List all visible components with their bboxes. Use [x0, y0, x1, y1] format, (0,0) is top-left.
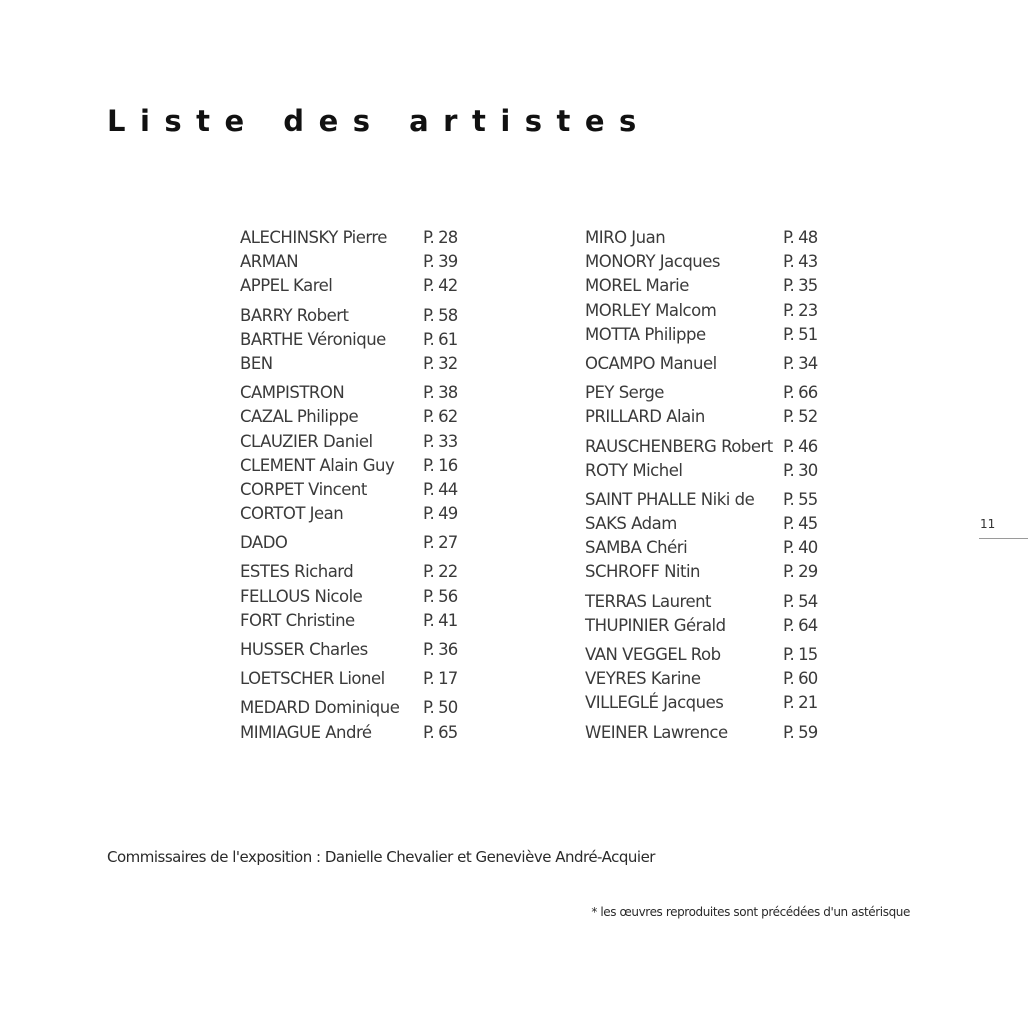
letter-group — [240, 638, 480, 662]
artist-name: CORPET Vincent — [240, 479, 367, 499]
artist-entry — [240, 381, 480, 405]
artist-name: WEINER Lawrence — [585, 722, 728, 742]
artist-entry — [240, 531, 480, 555]
artist-entry — [240, 585, 480, 609]
letter-group — [240, 304, 480, 377]
letter-group — [585, 226, 845, 347]
artist-page-reference: P. 27 — [423, 533, 458, 553]
artist-name: CAMPISTRON — [240, 383, 345, 403]
artist-page-reference: P. 30 — [783, 460, 818, 480]
artist-name: THUPINIER Gérald — [585, 615, 726, 635]
artist-page-reference: P. 17 — [423, 669, 458, 689]
artist-page-reference: P. 55 — [783, 489, 818, 509]
artist-page-reference: P. 60 — [783, 669, 818, 689]
letter-group — [240, 696, 480, 744]
artist-entry — [240, 454, 480, 478]
artist-name: SCHROFF Nitin — [585, 562, 701, 582]
artist-name: BARRY Robert — [240, 305, 349, 325]
page-number: 11 — [980, 517, 996, 531]
artist-name: MEDARD Dominique — [240, 698, 400, 718]
artist-entry — [240, 667, 480, 691]
artist-name: SAINT PHALLE Niki de — [585, 489, 755, 509]
artist-entry — [585, 667, 845, 691]
artist-name: FORT Christine — [240, 610, 355, 630]
letter-group — [585, 721, 845, 745]
artist-name: CAZAL Philippe — [240, 407, 359, 427]
artist-page-reference: P. 33 — [423, 431, 458, 451]
artist-page-reference: P. 40 — [783, 538, 818, 558]
artist-entry — [240, 560, 480, 584]
artist-name: ESTES Richard — [240, 562, 354, 582]
artist-page-reference: P. 32 — [423, 353, 458, 373]
artist-entry — [585, 405, 845, 429]
artist-page-reference: P. 43 — [783, 252, 818, 272]
curators-credit: Commissaires de l'exposition : Danielle Chevalier et Geneviève André-Acquier — [107, 848, 655, 866]
artist-list-left-column — [240, 226, 480, 750]
letter-group — [585, 488, 845, 585]
artist-page-reference: P. 64 — [783, 615, 818, 635]
artist-name: MORLEY Malcom — [585, 300, 717, 320]
artist-page-reference: P. 45 — [783, 514, 818, 534]
artist-name: PEY Serge — [585, 383, 664, 403]
artist-name: OCAMPO Manuel — [585, 353, 717, 373]
artist-page-reference: P. 52 — [783, 407, 818, 427]
artist-name: ARMAN — [240, 252, 299, 272]
artist-entry — [240, 609, 480, 633]
artist-page-reference: P. 29 — [783, 562, 818, 582]
artist-page-reference: P. 36 — [423, 640, 458, 659]
artist-name: MIMIAGUE André — [240, 722, 372, 742]
artist-page-reference: P. 58 — [423, 305, 458, 325]
artist-entry — [240, 250, 480, 274]
artist-name: VILLEGLÉ Jacques — [585, 693, 724, 713]
artist-list-right-column — [585, 226, 845, 750]
artist-entry — [240, 226, 480, 250]
page-title: Liste des artistes — [107, 104, 651, 138]
letter-group — [240, 667, 480, 691]
artist-entry — [585, 352, 845, 376]
letter-group — [585, 381, 845, 429]
artist-entry — [585, 643, 845, 667]
artist-entry — [240, 721, 480, 745]
artist-entry — [240, 304, 480, 328]
artist-page-reference: P. 44 — [423, 479, 458, 499]
artist-name: PRILLARD Alain — [585, 407, 705, 427]
artist-page-reference: P. 65 — [423, 722, 458, 742]
artist-page-reference: P. 42 — [423, 276, 458, 296]
artist-name: MOREL Marie — [585, 276, 689, 296]
artist-name: BEN — [240, 353, 273, 373]
artist-page-reference: P. 16 — [423, 455, 458, 475]
artist-name: TERRAS Laurent — [585, 591, 712, 611]
artist-name: VEYRES Karine — [585, 669, 701, 689]
artist-page-reference: P. 50 — [423, 698, 458, 718]
artist-page-reference: P. 49 — [423, 504, 458, 524]
artist-name: DADO — [240, 533, 288, 553]
artist-page-reference: P. 23 — [783, 300, 818, 320]
artist-page-reference: P. 39 — [423, 252, 458, 272]
artist-name: SAMBA Chéri — [585, 538, 688, 558]
artist-page-reference: P. 35 — [783, 276, 818, 296]
artist-entry — [240, 696, 480, 720]
artist-name: LOETSCHER Lionel — [240, 669, 385, 689]
artist-page-reference: P. 61 — [423, 329, 458, 349]
letter-group — [585, 643, 845, 716]
artist-entry — [585, 536, 845, 560]
artist-entry — [585, 512, 845, 536]
artist-name: FELLOUS Nicole — [240, 586, 363, 606]
artist-name: ROTY Michel — [585, 460, 683, 480]
artist-entry — [585, 459, 845, 483]
artist-entry — [585, 381, 845, 405]
artist-entry — [585, 435, 845, 459]
artist-name: CORTOT Jean — [240, 504, 344, 524]
artist-page-reference: P. 21 — [783, 693, 818, 713]
artist-entry — [585, 590, 845, 614]
artist-entry — [585, 614, 845, 638]
artist-page-reference: P. 62 — [423, 407, 458, 427]
artist-page-reference: P. 59 — [783, 722, 818, 742]
artist-name: BARTHE Véronique — [240, 329, 386, 349]
artist-entry — [240, 328, 480, 352]
artist-page-reference: P. 34 — [783, 353, 818, 373]
artist-entry — [585, 226, 845, 250]
artist-page-reference: P. 38 — [423, 383, 458, 403]
artist-entry — [240, 274, 480, 298]
artist-name: CLAUZIER Daniel — [240, 431, 373, 451]
artist-page-reference: P. 48 — [783, 228, 818, 247]
artist-page-reference: P. 41 — [423, 610, 458, 630]
artist-page-reference: P. 22 — [423, 562, 458, 582]
artist-name: MIRO Juan — [585, 228, 666, 247]
letter-group — [585, 352, 845, 376]
artist-name: MOTTA Philippe — [585, 324, 706, 344]
artist-page-reference: P. 66 — [783, 383, 818, 403]
artist-entry — [240, 502, 480, 526]
artist-entry — [585, 488, 845, 512]
artist-page-reference: P. 51 — [783, 324, 818, 344]
artist-name: VAN VEGGEL Rob — [585, 645, 721, 664]
artist-entry — [240, 430, 480, 454]
page-number-rule — [979, 538, 1028, 539]
artist-page-reference: P. 56 — [423, 586, 458, 606]
artist-name: MONORY Jacques — [585, 252, 721, 272]
artist-page-reference: P. 46 — [783, 436, 818, 456]
artist-name: CLEMENT Alain Guy — [240, 455, 395, 475]
artist-name: HUSSER Charles — [240, 640, 368, 659]
artist-entry — [240, 405, 480, 429]
artist-page-reference: P. 28 — [423, 228, 458, 247]
letter-group — [585, 435, 845, 483]
artist-entry — [585, 560, 845, 584]
artist-name: SAKS Adam — [585, 514, 677, 534]
artist-entry — [240, 352, 480, 376]
artist-entry — [240, 478, 480, 502]
letter-group — [240, 560, 480, 633]
artist-entry — [585, 299, 845, 323]
artist-page-reference: P. 15 — [783, 645, 818, 664]
artist-entry — [240, 638, 480, 662]
footnote: * les œuvres reproduites sont précédées d'un astérisque — [591, 905, 910, 919]
letter-group — [240, 226, 480, 299]
artist-entry — [585, 323, 845, 347]
artist-name: APPEL Karel — [240, 276, 333, 296]
letter-group — [240, 531, 480, 555]
artist-entry — [585, 721, 845, 745]
artist-entry — [585, 250, 845, 274]
letter-group — [585, 590, 845, 638]
artist-page-reference: P. 54 — [783, 591, 818, 611]
artist-entry — [585, 691, 845, 715]
letter-group — [240, 381, 480, 526]
artist-entry — [585, 274, 845, 298]
artist-name: ALECHINSKY Pierre — [240, 228, 387, 247]
artist-name: RAUSCHENBERG Robert — [585, 436, 773, 456]
